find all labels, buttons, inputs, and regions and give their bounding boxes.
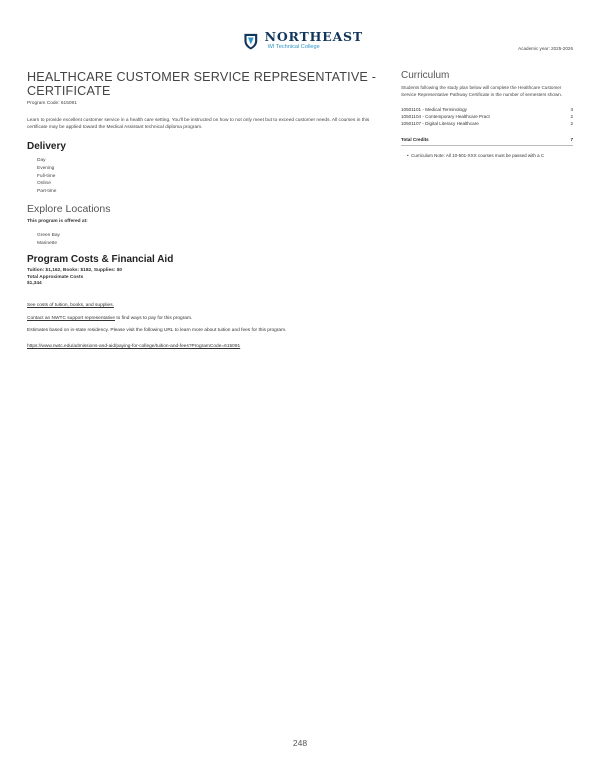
course-name: 10501101 - Medical Terminology — [401, 107, 467, 112]
course-row — [401, 121, 573, 128]
list-item: Online — [37, 181, 51, 187]
total-costs-value: $1,344 — [27, 281, 42, 287]
logo-subtitle: WI Technical College — [267, 44, 320, 51]
college-logo — [243, 26, 363, 56]
page-header — [0, 0, 600, 60]
course-credits: 2 — [570, 113, 573, 119]
delivery-heading: Delivery — [27, 141, 66, 153]
list-item: Day — [37, 158, 46, 164]
total-credits-row — [401, 137, 573, 146]
program-code: Program Code: 615091 — [27, 101, 77, 106]
course-name: 10501104 - Contemporary Healthcare Pract — [401, 113, 490, 119]
total-credits-value: 7 — [570, 137, 573, 143]
delivery-list — [27, 157, 382, 195]
list-item: Part-time — [37, 188, 57, 194]
curriculum-heading: Curriculum — [401, 70, 450, 81]
page-number: 248 — [292, 738, 308, 748]
course-credits: 2 — [570, 120, 573, 126]
logo-name: NORTHEAST — [264, 28, 363, 44]
shield-logo-icon — [243, 28, 259, 54]
curriculum-note — [401, 153, 574, 158]
academic-year: Academic year: 2025-2026 — [518, 46, 573, 51]
contact-line-text: to find ways to pay for this program. — [114, 315, 193, 321]
contact-line — [27, 316, 382, 323]
costs-heading: Program Costs & Financial Aid — [27, 254, 174, 266]
contact-support-link[interactable]: Contact an NWTC support representative — [27, 315, 115, 321]
locations-heading: Explore Locations — [27, 203, 111, 216]
program-details — [27, 70, 382, 352]
program-title: HEALTHCARE CUSTOMER SERVICE REPRESENTATIVE - CERTIFICATE — [27, 70, 377, 98]
list-item: Marinette — [37, 240, 57, 246]
tuition-url-link[interactable]: https://www.nwtc.edu/admissions-and-aid/paying-for-college/tuition-and-fees?ProgramCode=615091 — [27, 344, 241, 350]
offered-at-label: This program is offered at: — [27, 219, 88, 225]
program-intro: Learn to provide excellent customer service in a health care setting. You'll be instructed on how to not only meet but to exceed customer needs. All courses in this certificate may be applied toward the Medical Assistant technical diploma program. — [27, 118, 370, 131]
course-list — [401, 107, 573, 127]
curriculum-description: Students following the study plan below will complete the Healthcare Customer Service Representative Pathway Certificate in the number of semesters shown. — [401, 85, 563, 97]
total-credits-label: Total Credits — [401, 137, 429, 143]
list-item: Full-time — [37, 173, 56, 179]
costs-link[interactable]: See costs of tuition, books, and supplies. — [27, 302, 114, 308]
curriculum-note-text: Curriculum Note: All 10-501-XXX courses must be passed with a C — [411, 153, 545, 159]
course-row — [401, 107, 573, 114]
bullet-icon: • — [407, 153, 412, 159]
tuition-line: Tuition: $1,162, Books: $182, Supplies: $0 — [27, 268, 123, 274]
course-credits: 3 — [570, 107, 573, 112]
course-row — [401, 114, 573, 121]
list-item: Evening — [37, 166, 55, 171]
course-name: 10501107 - Digital Literacy Healthcare — [401, 120, 479, 126]
locations-list — [27, 232, 382, 247]
curriculum-panel — [401, 70, 573, 158]
total-costs-label: Total Approximate Costs — [27, 274, 84, 280]
list-item: Green Bay — [37, 232, 60, 238]
estimate-note: Estimates based on in-state residency. Please visit the following URL to learn more about tuition and fees for this program. — [27, 327, 287, 333]
